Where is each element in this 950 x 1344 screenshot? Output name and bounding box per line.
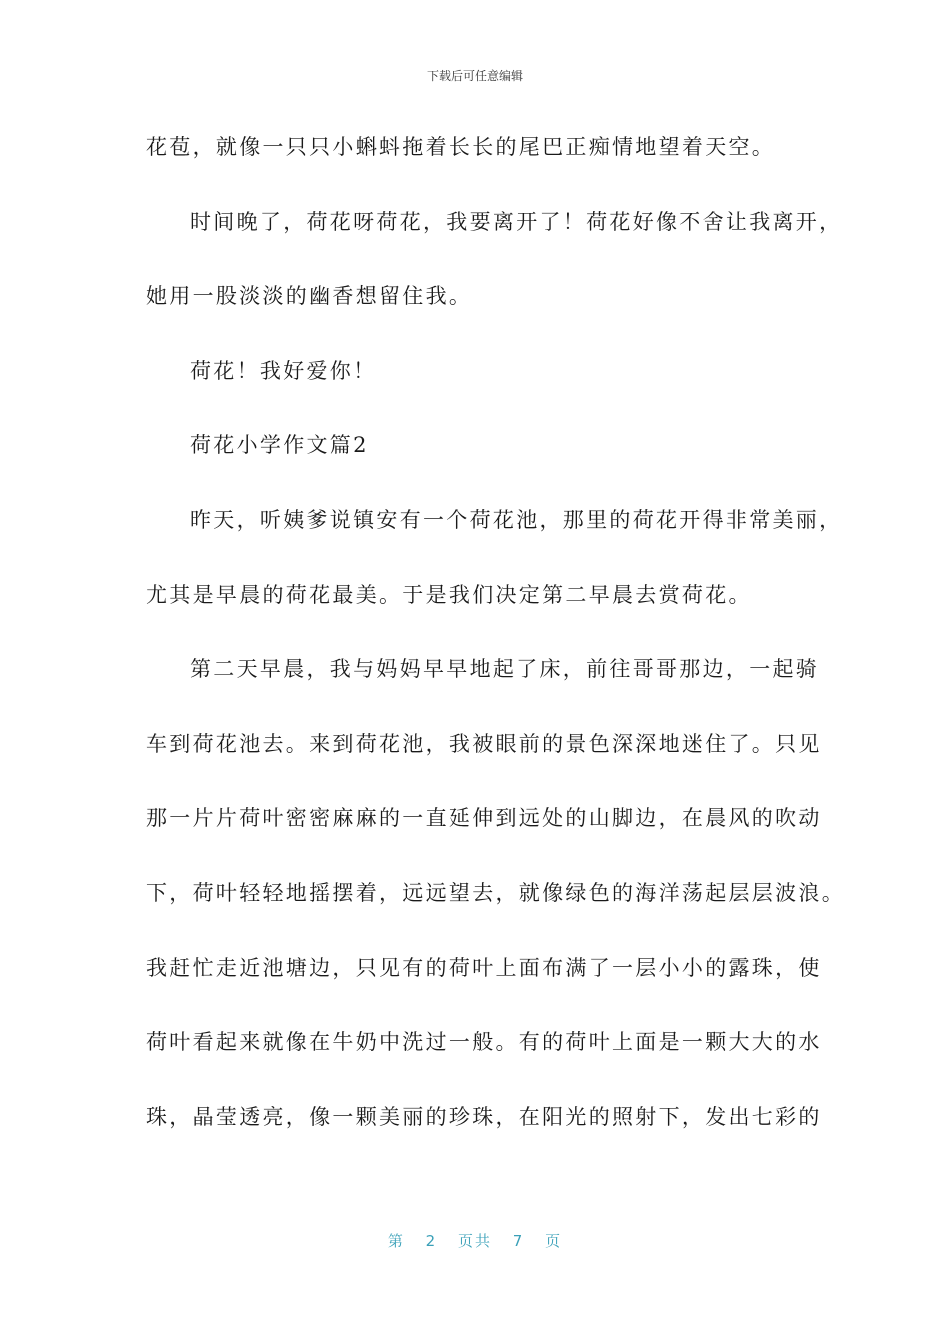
text-line: 她用一股淡淡的幽香想留住我。 [146, 284, 473, 308]
section-heading: 荷花小学作文篇2 [190, 433, 369, 457]
page-footer: 第 2 页共 7 页 [387, 1232, 563, 1250]
text-line: 花苞，就像一只只小蝌蚪拖着长长的尾巴正痴情地望着天空。 [146, 135, 776, 159]
text-line: 时间晚了，荷花呀荷花，我要离开了！荷花好像不舍让我离开， [190, 210, 843, 234]
text-line: 珠，晶莹透亮，像一颗美丽的珍珠，在阳光的照射下，发出七彩的 [146, 1105, 822, 1129]
text-line: 尤其是早晨的荷花最美。于是我们决定第二早晨去赏荷花。 [146, 583, 752, 607]
text-line: 昨天，听姨爹说镇安有一个荷花池，那里的荷花开得非常美丽， [190, 508, 843, 532]
text-line: 我赶忙走近池塘边，只见有的荷叶上面布满了一层小小的露珠，使 [146, 956, 822, 980]
text-line: 第二天早晨，我与妈妈早早地起了床，前往哥哥那边，一起骑 [190, 657, 820, 681]
text-line: 车到荷花池去。来到荷花池，我被眼前的景色深深地迷住了。只见 [146, 732, 822, 756]
text-line: 荷叶看起来就像在牛奶中洗过一般。有的荷叶上面是一颗大大的水 [146, 1030, 822, 1054]
page-header: 下载后可任意编辑 [426, 69, 523, 83]
text-line: 那一片片荷叶密密麻麻的一直延伸到远处的山脚边，在晨风的吹动 [146, 806, 822, 830]
text-line: 荷花！我好爱你！ [190, 359, 377, 383]
text-line: 下，荷叶轻轻地摇摆着，远远望去，就像绿色的海洋荡起层层波浪。 [146, 881, 845, 905]
